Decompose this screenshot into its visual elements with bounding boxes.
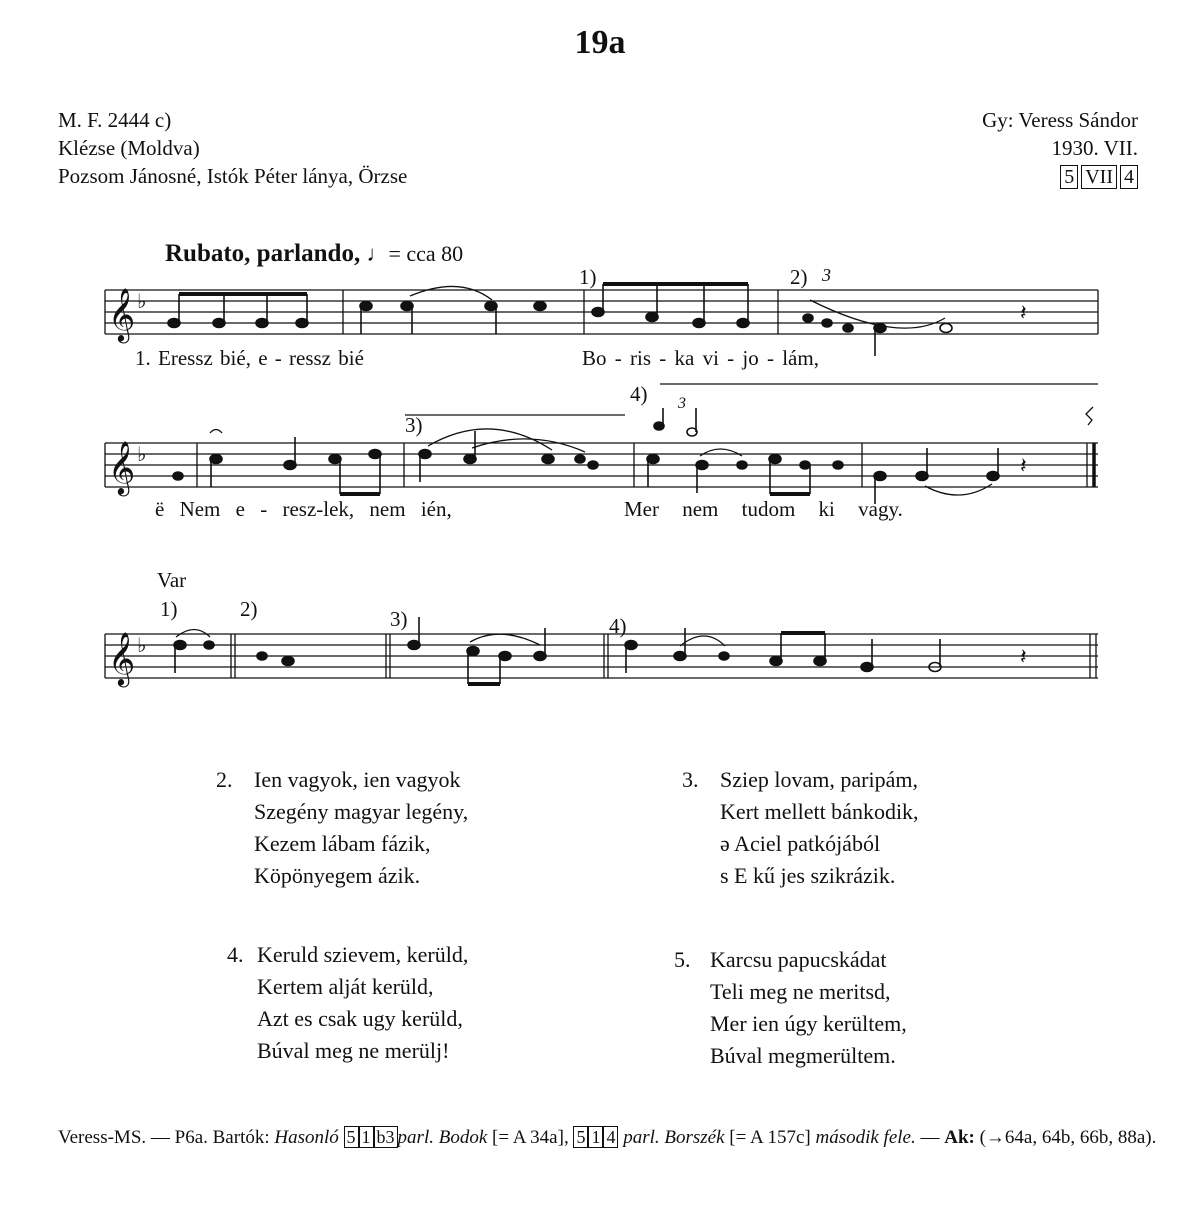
collection-date: 1930. VII. xyxy=(1051,136,1138,160)
stanza-line: Sziep lovam, paripám, xyxy=(720,767,918,792)
stanza-line: Teli meg ne meritsd, xyxy=(710,979,891,1004)
svg-text:𝄞: 𝄞 xyxy=(108,287,136,341)
svg-text:♭: ♭ xyxy=(137,289,147,313)
class-box: 5 xyxy=(573,1126,588,1148)
stanza-line: Kert mellett bánkodik, xyxy=(720,799,919,824)
collector: Gy: Veress Sándor xyxy=(982,108,1138,132)
stanza-line: Mer ien úgy kerültem, xyxy=(710,1011,907,1036)
stanza xyxy=(216,764,468,892)
stanza-line: Búval meg ne merülj! xyxy=(257,1038,450,1063)
svg-text:♭: ♭ xyxy=(137,442,147,466)
variant-marker: 1) xyxy=(160,597,178,621)
variant-marker: 2) xyxy=(240,597,258,621)
rest-icon xyxy=(1020,301,1027,670)
stanza xyxy=(227,939,468,1067)
variant-marker: 3) xyxy=(390,607,408,631)
variants-label: Var xyxy=(157,568,187,592)
stanza xyxy=(682,764,919,892)
footer-text: (→64a, 64b, 66b, 88a). xyxy=(974,1127,1157,1148)
footnote-marker: 1) xyxy=(579,265,597,289)
footer-text: — xyxy=(915,1127,945,1148)
lyric-line: Bo - ris - ka vi - jo - lám, xyxy=(582,346,819,370)
stanza-line: Ien vagyok, ien vagyok xyxy=(254,767,461,792)
class-box: 1 xyxy=(359,1126,374,1148)
svg-text:𝄽: 𝄽 xyxy=(1020,301,1027,326)
stanza-line: s E kű jes szikrázik. xyxy=(720,863,896,888)
footer-text: második fele. xyxy=(815,1127,916,1148)
stanza-number: 2. xyxy=(216,767,233,792)
class-box: 5 xyxy=(1060,165,1078,189)
stanza-line: Azt es csak ugy kerüld, xyxy=(257,1006,463,1031)
footer-text: parl. Borszék xyxy=(618,1127,725,1148)
lyric-line: 1. Eressz bié, e - ressz bié xyxy=(135,346,364,370)
staff-lines xyxy=(105,634,1098,678)
svg-text:𝄞: 𝄞 xyxy=(108,631,136,685)
lyric-line: Mer nem tudom ki vagy. xyxy=(624,497,903,521)
stanza-line: Kezem lábam fázik, xyxy=(254,831,431,856)
class-box: 1 xyxy=(588,1126,603,1148)
performer: Pozsom Jánosné, Istók Péter lánya, Örzse xyxy=(58,164,408,188)
footnote-marker: 4) xyxy=(630,382,648,406)
footer-text: [= A 157c] xyxy=(724,1127,816,1148)
stanza-number: 4. xyxy=(227,942,244,967)
stanza-line: Szegény magyar legény, xyxy=(254,799,469,824)
triplet-marker: 3 xyxy=(822,265,831,285)
archive-number: M. F. 2444 c) xyxy=(58,108,172,132)
location: Klézse (Moldva) xyxy=(58,136,200,160)
page-title: 19a xyxy=(574,24,626,61)
class-box: 4 xyxy=(603,1126,618,1148)
quarter-note-icon: ♩ xyxy=(366,241,389,266)
class-box: 4 xyxy=(1120,165,1138,189)
triplet-marker: 3 xyxy=(678,395,686,412)
stanza-number: 3. xyxy=(682,767,699,792)
class-box: b3 xyxy=(374,1126,398,1148)
svg-text:♭: ♭ xyxy=(137,633,147,657)
stanza xyxy=(674,944,907,1072)
footer-text: [= A 34a], xyxy=(487,1127,574,1148)
staff-lines xyxy=(105,443,1098,487)
stanza-line: Búval megmerültem. xyxy=(710,1043,896,1068)
stanza-number: 5. xyxy=(674,947,691,972)
footer-text: Ak: xyxy=(944,1127,975,1148)
stanza-line: Kertem alját kerüld, xyxy=(257,974,434,999)
footer-text: Hasonló xyxy=(274,1127,339,1148)
svg-text:𝄽: 𝄽 xyxy=(1020,645,1027,670)
stanza-line: ə Aciel patkójából xyxy=(720,831,881,856)
class-box: VII xyxy=(1081,165,1117,189)
stanza-line: Köpönyegem ázik. xyxy=(254,863,421,888)
stanza-line: Keruld szievem, kerüld, xyxy=(257,942,469,967)
svg-text:𝄽: 𝄽 xyxy=(1020,454,1027,479)
tempo-value: = cca 80 xyxy=(388,241,464,266)
footnote-marker: 3) xyxy=(405,413,423,437)
footnote-marker: 2) xyxy=(790,265,808,289)
stanza-line: Karcsu papucskádat xyxy=(710,947,887,972)
variant-marker: 4) xyxy=(609,614,627,638)
footer-text: parl. Bodok xyxy=(397,1127,488,1148)
lyric-line: ë Nem e - resz-lek, nem ién, xyxy=(155,497,452,521)
footnote-references xyxy=(58,1124,1158,1152)
tempo-label: Rubato, parlando, xyxy=(165,240,361,267)
svg-text:𝄞: 𝄞 xyxy=(108,440,136,494)
class-box: 5 xyxy=(344,1126,359,1148)
footer-text: Veress-MS. — P6a. Bartók: xyxy=(58,1127,275,1148)
